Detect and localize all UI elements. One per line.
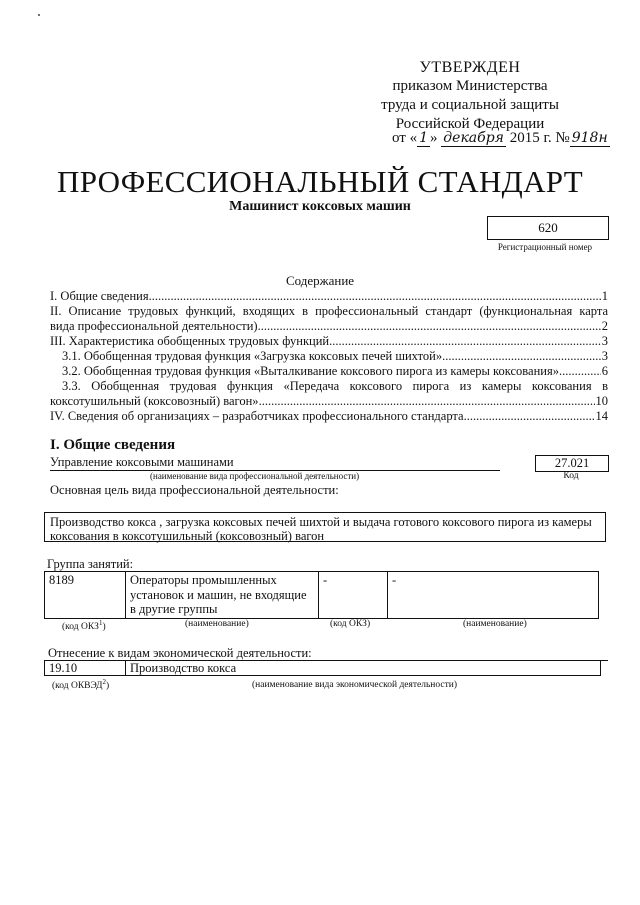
approval-line-1: приказом Министерства — [392, 78, 548, 94]
toc-item-page: 6 — [601, 364, 608, 378]
okved-name-caption: (наименование вида экономической деятельности) — [252, 680, 457, 690]
activity-code-caption: Код — [563, 471, 579, 481]
toc-item-page: 10 — [595, 394, 608, 408]
scan-speck — [38, 14, 40, 16]
approval-line-3: Российской Федерации — [395, 116, 545, 132]
activity-name-field: Управление коксовыми машинами — [50, 455, 500, 471]
goal-box: Производство кокса , загрузка коксовых печей шихтой и выдача готового коксового пирога из камеры коксования в коксотушильный (коксовозный) вагон — [44, 512, 606, 542]
table-of-contents — [50, 289, 608, 424]
toc-item[interactable] — [50, 409, 608, 424]
order-month: декабря — [443, 130, 504, 146]
okz-code-caption-2: (код ОКЗ) — [330, 619, 371, 629]
document-title: ПРОФЕССИОНАЛЬНЫЙ СТАНДАРТ — [57, 164, 583, 199]
toc-item-text: I. Общие сведения — [50, 289, 149, 303]
toc-heading: Содержание — [285, 273, 355, 288]
okz-name-cell: Операторы промышленных установок и машин, не входящие в другие группы — [126, 572, 319, 619]
okved-code-caption: (код ОКВЭД$^2$) — [52, 678, 110, 692]
okved-label: Отнесение к видам экономической деятельности: — [48, 646, 608, 661]
okved-name-cell: Производство кокса — [126, 661, 601, 676]
toc-item[interactable] — [50, 364, 608, 379]
toc-item-page: 2 — [601, 319, 608, 333]
document-subtitle: Машинист коксовых машин — [229, 199, 411, 214]
group-label: Группа занятий: — [47, 557, 134, 571]
toc-item-text: 3.1. Обобщенная трудовая функция «Загрузка коксовых печей шихтой» — [62, 349, 443, 363]
toc-item-page: 3 — [601, 349, 608, 363]
toc-item-text: вида профессиональной деятельности) — [50, 319, 258, 333]
okz-code-cell: 8189 — [45, 572, 126, 619]
okz-name-caption-2: (наименование) — [463, 619, 527, 629]
activity-code-box: 27.021 — [535, 455, 609, 472]
goal-label: Основная цель вида профессиональной деятельности: — [50, 483, 339, 497]
activity-name-caption: (наименование вида профессиональной деятельности) — [150, 471, 360, 481]
order-mid: » — [430, 130, 438, 146]
table-row — [45, 661, 601, 676]
approval-head: УТВЕРЖДЕН — [419, 59, 521, 76]
registration-label: Регистрационный номер — [497, 242, 593, 252]
toc-item-text: IV. Сведения об организациях – разработчиках профессионального стандарта — [50, 409, 464, 423]
order-prefix: от « — [392, 130, 418, 146]
toc-item[interactable] — [50, 319, 608, 334]
toc-item-page: 1 — [601, 289, 608, 303]
toc-item-page: 14 — [595, 409, 608, 423]
okz-code-cell-2: - — [319, 572, 388, 619]
okz-name-cell-2: - — [388, 572, 599, 619]
okz-code-caption: (код ОКЗ$^1$) — [62, 619, 106, 633]
order-day: 1 — [419, 130, 429, 146]
toc-item-page: 3 — [601, 334, 608, 348]
occupation-group-table — [44, 571, 599, 619]
toc-item-text: III. Характеристика обобщенных трудовых функций — [50, 334, 330, 348]
toc-item-line[interactable]: II. Описание трудовых функций, входящих в профессиональный стандарт (функциональная карта — [50, 304, 608, 318]
order-line — [392, 130, 610, 147]
toc-item[interactable] — [50, 394, 608, 409]
order-number: 918н — [571, 130, 608, 146]
toc-item-text: 3.2. Обобщенная трудовая функция «Выталкивание коксового пирога из камеры коксования» — [62, 364, 559, 378]
okved-code-cell: 19.10 — [45, 661, 126, 676]
registration-number: 620 — [487, 216, 609, 240]
table-row — [45, 572, 599, 619]
toc-item[interactable] — [50, 334, 608, 349]
section-heading: I. Общие сведения — [50, 437, 176, 453]
toc-item[interactable] — [50, 349, 608, 364]
okz-name-caption: (наименование) — [185, 619, 249, 629]
toc-item-line[interactable]: 3.3. Обобщенная трудовая функция «Передача коксового пирога из камеры коксования в — [62, 379, 608, 393]
approval-line-2: труда и социальной защиты — [381, 97, 559, 113]
okved-table — [44, 660, 601, 676]
toc-item-text: коксотушильный (коксовозный) вагон» — [50, 394, 259, 408]
approval-block — [380, 58, 560, 134]
toc-item[interactable] — [50, 289, 608, 304]
order-year: 2015 г. № — [509, 130, 570, 146]
